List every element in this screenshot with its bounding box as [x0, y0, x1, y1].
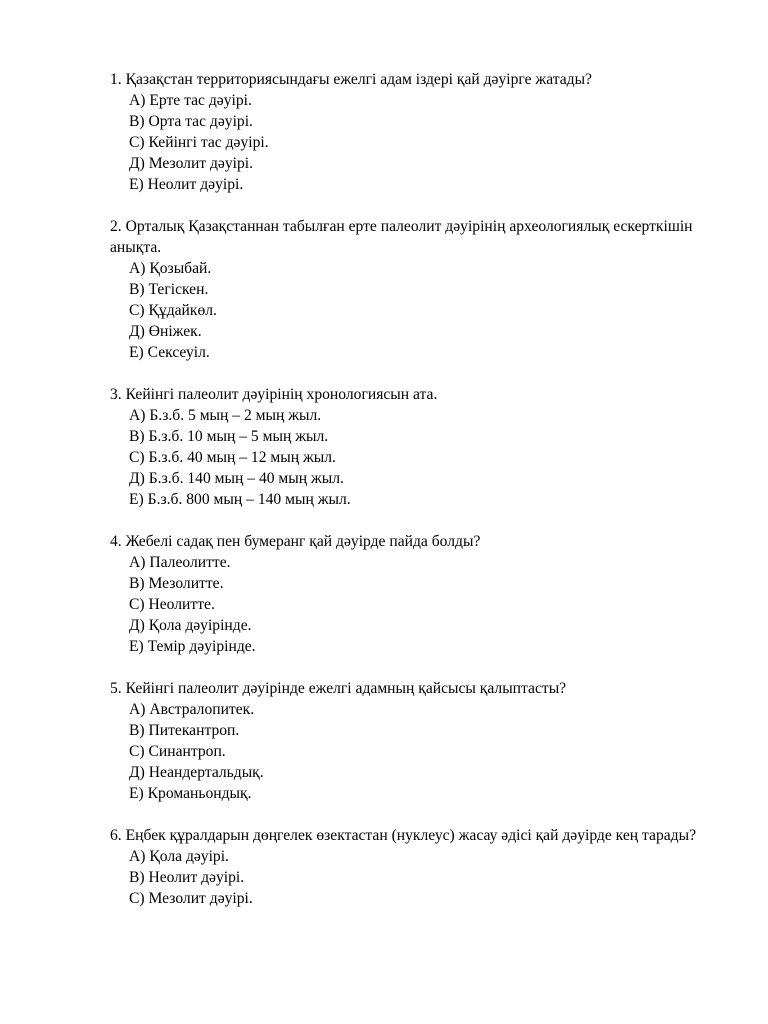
option-c: С) Б.з.б. 40 мың – 12 мың жыл.: [129, 449, 336, 466]
option-e: Е) Кроманьондық.: [129, 785, 252, 802]
options-list: [110, 699, 710, 804]
question-3: [110, 384, 710, 510]
option-e: Е) Неолит дәуірі.: [129, 176, 244, 193]
option-d: Д) Қола дәуірінде.: [129, 617, 252, 634]
option-b: В) Тегіскен.: [129, 281, 209, 298]
option-e: Е) Темір дәуірінде.: [129, 638, 256, 655]
option-b: В) Орта тас дәуірі.: [129, 113, 253, 130]
question-text: 6. Еңбек құралдарын дөңгелек өзектастан (нуклеус) жасау әдісі қай дәуірде кең тарады?: [110, 827, 697, 844]
question-text: 2. Орталық Қазақстаннан табылған ерте палеолит дәуірінің археологиялық ескерткішін анықта.: [110, 218, 693, 256]
option-c: С) Синантроп.: [129, 743, 226, 760]
question-5: [110, 678, 710, 804]
options-list: [110, 258, 710, 363]
option-e: Е) Б.з.б. 800 мың – 140 мың жыл.: [129, 491, 351, 508]
option-c: С) Құдайкөл.: [129, 302, 217, 319]
question-text: 1. Қазақстан территориясындағы ежелгі адам іздері қай дәуірге жатады?: [110, 71, 592, 88]
option-a: А) Палеолитте.: [129, 554, 231, 571]
option-a: А) Б.з.б. 5 мың – 2 мың жыл.: [129, 407, 322, 424]
document-page: [110, 69, 710, 930]
option-c: С) Неолитте.: [129, 596, 215, 613]
question-2: [110, 216, 710, 363]
question-text: 3. Кейінгі палеолит дәуірінің хронологиясын ата.: [110, 386, 438, 403]
option-a: А) Ерте тас дәуірі.: [129, 92, 252, 109]
option-d: Д) Неандертальдық.: [129, 764, 264, 781]
question-1: [110, 69, 710, 195]
option-a: А) Австралопитек.: [129, 701, 255, 718]
option-a: А) Қола дәуірі.: [129, 848, 229, 865]
option-b: В) Мезолитте.: [129, 575, 224, 592]
option-d: Д) Мезолит дәуірі.: [129, 155, 254, 172]
option-d: Д) Өніжек.: [129, 323, 202, 340]
question-6: [110, 825, 710, 909]
question-text: 5. Кейінгі палеолит дәуірінде ежелгі адамның қайсысы қалыптасты?: [110, 680, 567, 697]
question-4: [110, 531, 710, 657]
option-b: В) Неолит дәуірі.: [129, 869, 245, 886]
option-e: Е) Сексеуіл.: [129, 344, 210, 361]
option-b: В) Питекантроп.: [129, 722, 240, 739]
option-c: С) Кейінгі тас дәуірі.: [129, 134, 269, 151]
options-list: [110, 846, 710, 909]
option-d: Д) Б.з.б. 140 мың – 40 мың жыл.: [129, 470, 344, 487]
option-c: С) Мезолит дәуірі.: [129, 890, 253, 907]
option-a: А) Қозыбай.: [129, 260, 212, 277]
options-list: [110, 405, 710, 510]
options-list: [110, 90, 710, 195]
question-text: 4. Жебелі садақ пен бумеранг қай дәуірде пайда болды?: [110, 533, 481, 550]
option-b: В) Б.з.б. 10 мың – 5 мың жыл.: [129, 428, 329, 445]
options-list: [110, 552, 710, 657]
